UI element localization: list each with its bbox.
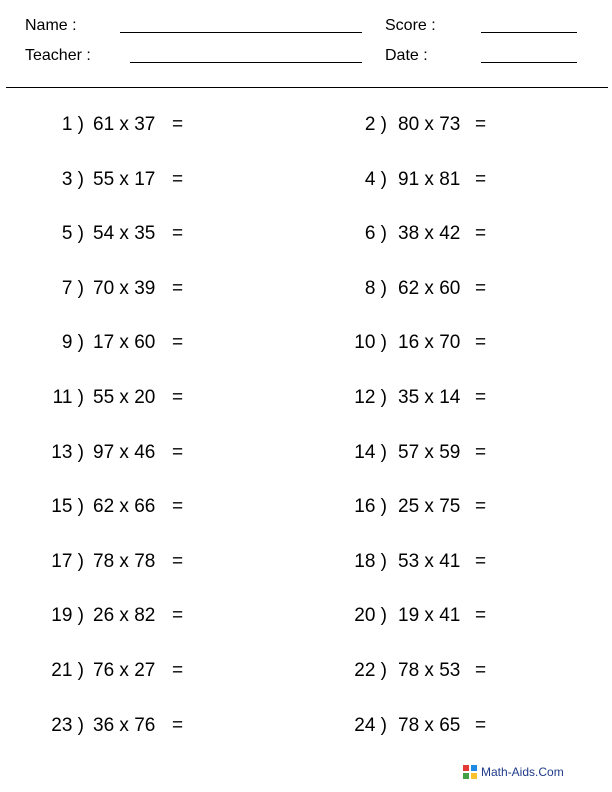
problem-number: 19 ) bbox=[51, 605, 84, 626]
problem-expression: 62 x 66 bbox=[93, 496, 156, 517]
problem-number: 2 ) bbox=[364, 114, 387, 135]
problem-item bbox=[0, 442, 612, 464]
problem-expression: 25 x 75 bbox=[398, 496, 461, 517]
problem-expression: 62 x 60 bbox=[398, 278, 461, 299]
problem-number: 14 ) bbox=[354, 442, 387, 463]
problem-number: 1 ) bbox=[61, 114, 84, 135]
problem-expression: 57 x 59 bbox=[398, 442, 461, 463]
equals-sign: = bbox=[475, 332, 487, 353]
problem-item bbox=[0, 223, 612, 245]
problem-number: 20 ) bbox=[354, 605, 387, 626]
teacher-label: Teacher : bbox=[25, 47, 91, 64]
equals-sign: = bbox=[172, 278, 184, 299]
problem-number: 18 ) bbox=[354, 551, 387, 572]
problem-expression: 38 x 42 bbox=[398, 223, 461, 244]
problem-item bbox=[0, 715, 612, 737]
problem-expression: 78 x 53 bbox=[398, 660, 461, 681]
equals-sign: = bbox=[172, 496, 184, 517]
equals-sign: = bbox=[172, 332, 184, 353]
problem-item bbox=[0, 605, 612, 627]
equals-sign: = bbox=[172, 442, 184, 463]
site-name: Math-Aids.Com bbox=[481, 765, 564, 779]
problem-number: 10 ) bbox=[354, 332, 387, 353]
problem-number: 11 ) bbox=[52, 387, 84, 408]
problem-item bbox=[0, 387, 612, 409]
problem-expression: 78 x 65 bbox=[398, 715, 461, 736]
equals-sign: = bbox=[475, 660, 487, 681]
problem-number: 12 ) bbox=[354, 387, 387, 408]
logo-squares-icon bbox=[463, 765, 477, 779]
equals-sign: = bbox=[475, 278, 487, 299]
problem-expression: 70 x 39 bbox=[93, 278, 156, 299]
problem-number: 4 ) bbox=[364, 169, 387, 190]
equals-sign: = bbox=[172, 551, 184, 572]
equals-sign: = bbox=[475, 223, 487, 244]
problem-number: 24 ) bbox=[354, 715, 387, 736]
equals-sign: = bbox=[475, 551, 487, 572]
problem-expression: 97 x 46 bbox=[93, 442, 156, 463]
problem-number: 16 ) bbox=[354, 496, 387, 517]
equals-sign: = bbox=[475, 605, 487, 626]
problem-number: 5 ) bbox=[61, 223, 84, 244]
problem-item bbox=[0, 278, 612, 300]
equals-sign: = bbox=[475, 442, 487, 463]
equals-sign: = bbox=[475, 715, 487, 736]
problem-expression: 16 x 70 bbox=[398, 332, 461, 353]
problem-number: 7 ) bbox=[61, 278, 84, 299]
problem-expression: 36 x 76 bbox=[93, 715, 156, 736]
problem-expression: 54 x 35 bbox=[93, 223, 156, 244]
problem-expression: 35 x 14 bbox=[398, 387, 461, 408]
problem-item bbox=[0, 332, 612, 354]
equals-sign: = bbox=[172, 114, 184, 135]
equals-sign: = bbox=[172, 169, 184, 190]
equals-sign: = bbox=[475, 114, 487, 135]
problem-item bbox=[0, 114, 612, 136]
problem-number: 9 ) bbox=[61, 332, 84, 353]
problem-expression: 53 x 41 bbox=[398, 551, 461, 572]
problem-number: 23 ) bbox=[51, 715, 84, 736]
problem-expression: 76 x 27 bbox=[93, 660, 156, 681]
problem-expression: 55 x 17 bbox=[93, 169, 156, 190]
problem-number: 6 ) bbox=[364, 223, 387, 244]
equals-sign: = bbox=[475, 496, 487, 517]
problem-item bbox=[0, 551, 612, 573]
problem-expression: 26 x 82 bbox=[93, 605, 156, 626]
problem-number: 8 ) bbox=[364, 278, 387, 299]
problem-expression: 80 x 73 bbox=[398, 114, 461, 135]
equals-sign: = bbox=[475, 169, 487, 190]
problem-number: 3 ) bbox=[61, 169, 84, 190]
equals-sign: = bbox=[172, 715, 184, 736]
problem-expression: 19 x 41 bbox=[398, 605, 461, 626]
problem-number: 13 ) bbox=[51, 442, 84, 463]
problem-item bbox=[0, 496, 612, 518]
problem-number: 15 ) bbox=[51, 496, 84, 517]
problem-expression: 91 x 81 bbox=[398, 169, 461, 190]
equals-sign: = bbox=[475, 387, 487, 408]
date-label: Date : bbox=[385, 47, 428, 64]
equals-sign: = bbox=[172, 387, 184, 408]
equals-sign: = bbox=[172, 605, 184, 626]
problem-number: 21 ) bbox=[51, 660, 84, 681]
problem-number: 17 ) bbox=[51, 551, 84, 572]
problem-item bbox=[0, 660, 612, 682]
site-logo bbox=[463, 764, 564, 780]
equals-sign: = bbox=[172, 660, 184, 681]
equals-sign: = bbox=[172, 223, 184, 244]
problem-number: 22 ) bbox=[354, 660, 387, 681]
problem-item bbox=[0, 169, 612, 191]
score-label: Score : bbox=[385, 17, 436, 34]
problem-expression: 17 x 60 bbox=[93, 332, 156, 353]
name-label: Name : bbox=[25, 17, 77, 34]
problem-expression: 61 x 37 bbox=[93, 114, 156, 135]
problem-expression: 78 x 78 bbox=[93, 551, 156, 572]
problem-expression: 55 x 20 bbox=[93, 387, 156, 408]
